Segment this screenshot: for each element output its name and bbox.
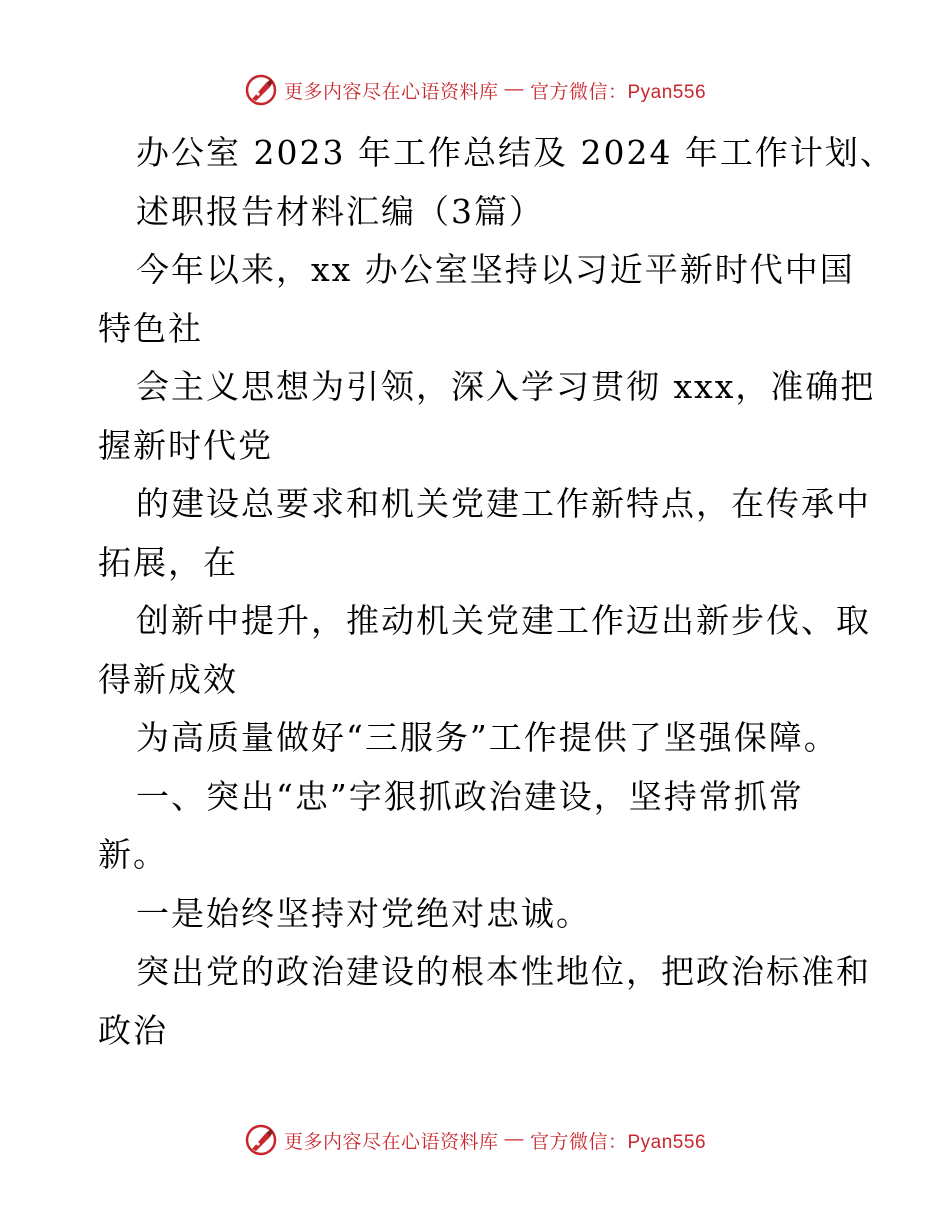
document-line: 为高质量做好“三服务”工作提供了坚强保障。	[136, 718, 839, 757]
footer-watermark	[0, 1118, 950, 1162]
document-line: 得新成效	[98, 659, 238, 699]
document-line: 突出党的政治建设的根本性地位，把政治标准和	[136, 952, 871, 991]
pen-nib-logo-icon	[244, 73, 278, 107]
document-line: 新。	[98, 835, 168, 874]
watermark-separator: —	[504, 79, 524, 100]
document-line: 会主义思想为引领，深入学习贯彻 xxx，准确把	[136, 367, 876, 406]
document-line: 特色社	[98, 308, 203, 348]
watermark-wechat-text: 官方微信：Pyan556	[530, 1131, 707, 1153]
document-line: 一、突出“忠”字狠抓政治建设，坚持常抓常	[136, 776, 804, 816]
document-body	[98, 124, 895, 1060]
watermark-wechat-text: 官方微信：Pyan556	[530, 81, 707, 103]
document-line: 今年以来，xx 办公室坚持以习近平新时代中国	[136, 250, 855, 289]
document-line: 办公室 2023 年工作总结及 2024 年工作计划、	[136, 133, 895, 172]
document-line: 述职报告材料汇编（3篇）	[136, 191, 544, 231]
document-line: 握新时代党	[98, 425, 273, 465]
header-watermark	[0, 68, 950, 112]
document-line: 政治	[98, 1010, 168, 1050]
document-line: 的建设总要求和机关党建工作新特点，在传承中	[136, 484, 871, 523]
pen-nib-logo-icon	[244, 1123, 278, 1157]
document-line: 创新中提升，推动机关党建工作迈出新步伐、取	[136, 601, 871, 640]
watermark-main-text: 更多内容尽在心语资料库	[283, 81, 499, 103]
watermark-main-text: 更多内容尽在心语资料库	[283, 1131, 499, 1153]
document-line: 一是始终坚持对党绝对忠诚。	[136, 893, 591, 933]
watermark-separator: —	[504, 1129, 524, 1150]
document-line: 拓展，在	[98, 542, 238, 582]
